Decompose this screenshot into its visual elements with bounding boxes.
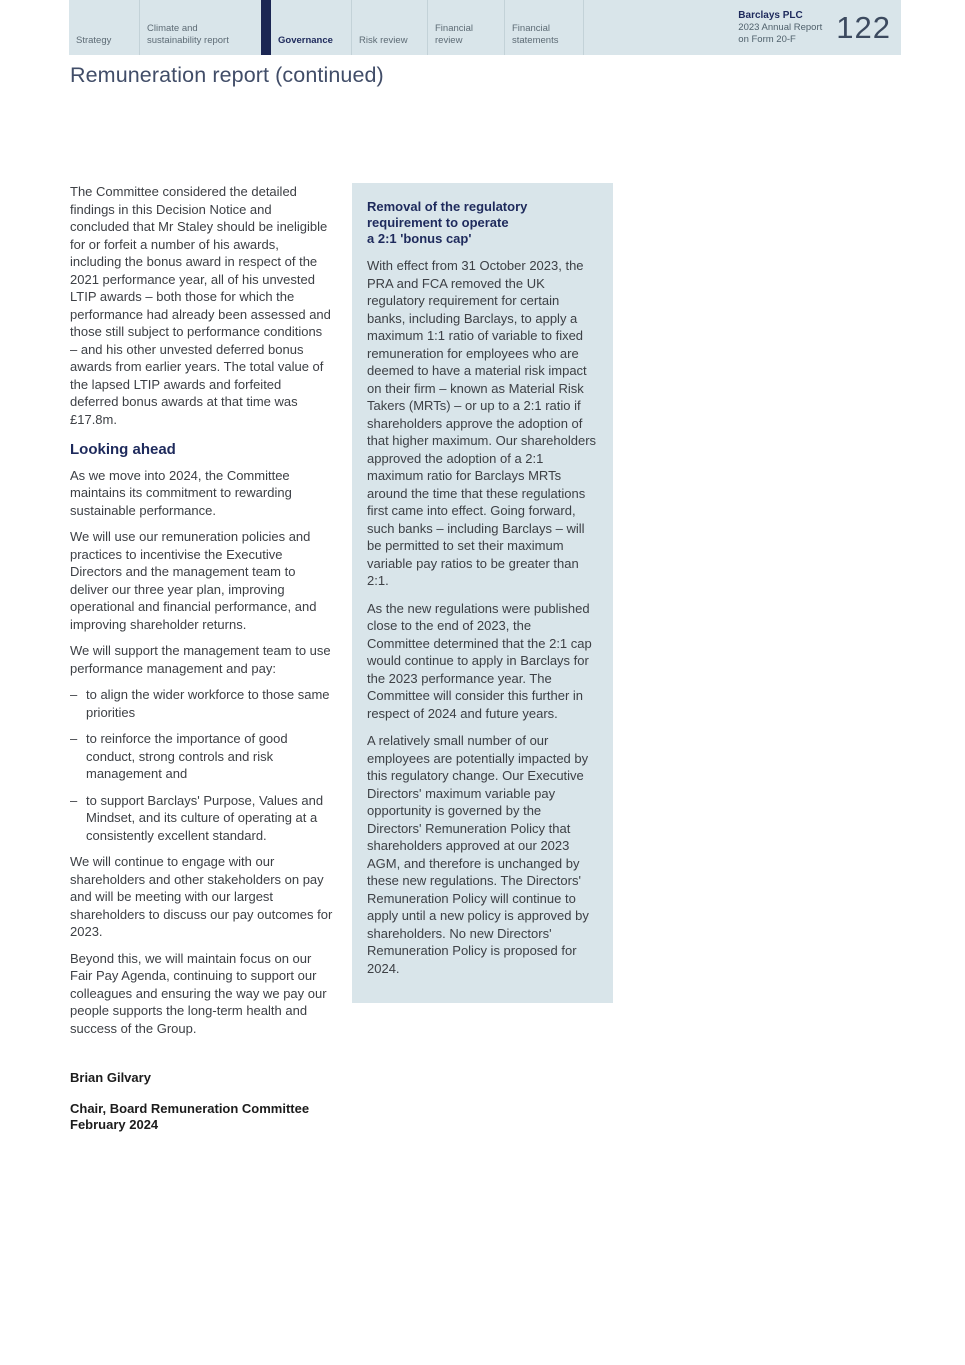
dash-marker: – <box>70 792 78 808</box>
brand-report-line2: on Form 20-F <box>738 33 796 45</box>
callout-paragraph: As the new regulations were published close to the end of 2023, the Committee determined that the 2:1 cap would continue to apply in Barclays for the 2023 performance year. The Committee will consider this further in respect of 2024 and future years. <box>367 600 592 721</box>
list-item-text: to align the wider workforce to those same priorities <box>86 687 330 720</box>
tab-strategy-label: Strategy <box>76 34 112 46</box>
tab-governance[interactable] <box>271 0 351 55</box>
closing-paragraph: We will continue to engage with our shareholders and other stakeholders on pay and will be meeting with our largest shareholders to discuss our pay outcomes for 2023. <box>70 854 333 939</box>
header-brand-area <box>738 0 901 55</box>
list-item-text: to support Barclays' Purpose, Values and Mindset, and its culture of operating at a consistently excellent standard. <box>86 792 324 843</box>
tab-financial-review[interactable] <box>427 0 504 55</box>
callout-heading <box>367 199 597 247</box>
looking-ahead-paragraph: We will support the management team to use performance management and pay: <box>70 643 331 676</box>
page-title: Remuneration report (continued) <box>70 63 384 87</box>
dash-marker: – <box>70 731 78 746</box>
list-item-text: to reinforce the importance of good conduct, strong controls and risk management and <box>86 731 288 781</box>
list-item <box>70 730 333 783</box>
tab-risk-label: Risk review <box>359 34 408 46</box>
callout-heading-line: requirement to operate <box>367 215 509 230</box>
callout-heading-line: a 2:1 'bonus cap' <box>367 231 472 246</box>
brand-report-line1: 2023 Annual Report <box>738 22 823 33</box>
left-column <box>70 183 333 1134</box>
tab-governance-label: Governance <box>278 34 333 46</box>
tab-climate-label: Climate and sustainability report <box>147 23 229 46</box>
tab-climate-and-sustainability-report[interactable] <box>139 0 261 55</box>
tab-financial-statements-label: Financial statements <box>512 23 559 46</box>
looking-ahead-paragraph: We will use our remuneration policies and practices to incentivise the Executive Directors and the management team to deliver our three year plan, improving operational and financial performance, and improving shareholder returns. <box>70 529 317 632</box>
tab-risk-review[interactable] <box>351 0 427 55</box>
signature-date: February 2024 <box>70 1117 159 1132</box>
callout-paragraph: With effect from 31 October 2023, the PRA and FCA removed the UK regulatory requirement for certain banks, including Barclays, to apply a maximum 1:1 ratio of variable to fixed remuneration for employees who are deemed to have a material risk impact on their firm – known as Material Risk Takers (MRTs) – or up to a 2:1 ratio if shareholders approve the adoption of that higher maximum. Our shareholders approved the adoption of a 2:1 maximum ratio for Barclays MRTs around the time that these regulations first came into effect. Going forward, such banks – including Barclays – will be permitted to set their maximum variable pay ratios to be greater than 2:1. <box>367 258 597 588</box>
tab-financial-review-label: Financial review <box>435 23 474 46</box>
closing-paragraph: Beyond this, we will maintain focus on our Fair Pay Agenda, continuing to support our colleagues and ensuring the way we pay our people supports the long-term health and success of the Group. <box>70 950 327 1036</box>
dash-marker: – <box>70 687 78 702</box>
header-band <box>69 0 901 55</box>
intro-paragraph: The Committee considered the detailed findings in this Decision Notice and concluded that Mr Staley should be ineligible for or forfeit a number of his awards, including the bonus award in respect of the 2021 performance year, all of his unvested LTIP awards – both those for which the performance had already been assessed and those still subject to performance conditions – and his other unvested deferred bonus awards from earlier years. The total value of the lapsed LTIP awards and forfeited deferred bonus awards at that time was £17.8m. <box>70 184 331 427</box>
priorities-list <box>70 686 333 844</box>
list-item <box>70 792 333 845</box>
bonus-cap-callout-box <box>352 183 613 1003</box>
tab-financial-statements[interactable] <box>504 0 584 55</box>
callout-heading-line: Removal of the regulatory <box>367 199 528 214</box>
looking-ahead-heading: Looking ahead <box>70 441 176 458</box>
brand-block <box>738 10 822 45</box>
signature-block <box>70 1069 333 1134</box>
list-item <box>70 686 333 721</box>
signatory-name: Brian Gilvary <box>70 1070 151 1085</box>
signatory-role: Chair, Board Remuneration Committee <box>70 1100 310 1116</box>
page-number: 122 <box>836 10 891 45</box>
looking-ahead-paragraph: As we move into 2024, the Committee maintains its commitment to rewarding sustainable performance. <box>70 467 292 518</box>
callout-paragraph: A relatively small number of our employees are potentially impacted by this regulatory change. Our Executive Directors' maximum variable pay opportunity is governed by the Directors' Remuneration Policy that shareholders approved at our 2023 AGM, and therefore is unchanged by these new regulations. The Directors' Remuneration Policy will continue to apply until a new policy is approved by shareholders. No new Directors' Remuneration Policy is proposed for 2024. <box>367 733 589 976</box>
brand-company: Barclays PLC <box>738 10 803 21</box>
tab-strategy[interactable] <box>69 0 139 55</box>
active-tab-marker <box>261 0 271 55</box>
